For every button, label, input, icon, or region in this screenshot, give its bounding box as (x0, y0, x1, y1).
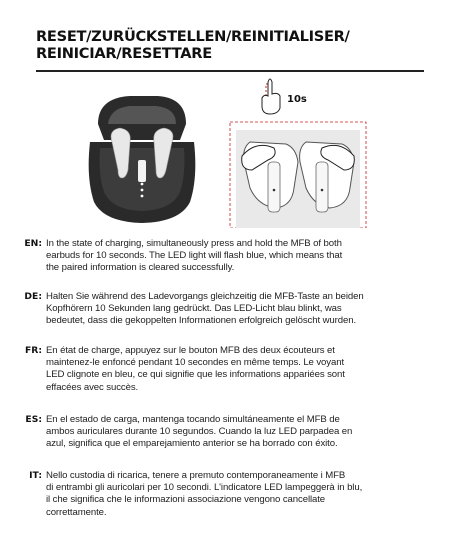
section-text (46, 238, 438, 275)
text-line: di entrambi gli auricolari per 10 secondi. L'indicatore LED lampeggerà in blu, (46, 482, 363, 494)
text-line: In the state of charging, simultaneously press and hold the MFB of both (46, 238, 342, 249)
text-line: En el estado de carga, mantenga tocando simultáneamente el MFB de (46, 414, 340, 425)
section-text (46, 345, 438, 394)
language-code: ES: (25, 414, 42, 425)
text-line: Halten Sie während des Ladevorgangs gleichzeitig die MFB-Taste an beiden (46, 291, 364, 302)
text-line: the paired information is cleared successfully. (46, 262, 235, 274)
timer-label: 10s (287, 94, 307, 105)
text-line: il che significa che le informazioni associazione vengono cancellate (46, 494, 326, 506)
text-line: effacées avec succès. (46, 381, 139, 393)
text-line: Nello custodia di ricarica, tenere a premuto contemporaneamente i MFB (46, 470, 346, 481)
text-line: En état de charge, appuyez sur le bouton MFB des deux écouteurs et (46, 345, 335, 356)
text-line: correttamente. (46, 506, 107, 518)
language-code: FR: (24, 345, 42, 356)
section-text (46, 470, 438, 519)
text-line: maintenez-le enfoncé pendant 10 secondes en même temps. Le voyant (46, 357, 345, 369)
page-title (36, 28, 426, 62)
text-line: ambos auriculares durante 10 segundos. Cuando la luz LED parpadea en (46, 426, 353, 438)
text-line: Kopfhörern 10 Sekunden lang gedrückt. Das LED-Licht blau blinkt, was (46, 303, 342, 315)
title-line-1: RESET/ZURÜCKSTELLEN/REINITIALISER/ (36, 28, 350, 45)
title-line-2: REINICIAR/RESETTARE (36, 45, 212, 62)
title-divider (36, 70, 424, 72)
section-text (46, 414, 438, 451)
language-code: EN: (24, 238, 42, 249)
section-text (46, 291, 438, 328)
language-code: DE: (24, 291, 42, 302)
text-line: earbuds for 10 seconds. The LED light will flash blue, which means that (46, 250, 343, 262)
press-hand-icon (262, 79, 280, 114)
charging-case-icon (89, 96, 196, 223)
reset-illustration (80, 78, 380, 228)
text-line: azul, significa que el emparejamiento anterior se ha borrado con éxito. (46, 438, 338, 450)
text-line: bedeutet, dass die gekoppelten Informationen erfolgreich gelöscht wurden. (46, 315, 357, 327)
text-line: LED clignote en bleu, ce qui signifie que les informations appariées sont (46, 369, 345, 381)
language-code: IT: (29, 470, 42, 481)
